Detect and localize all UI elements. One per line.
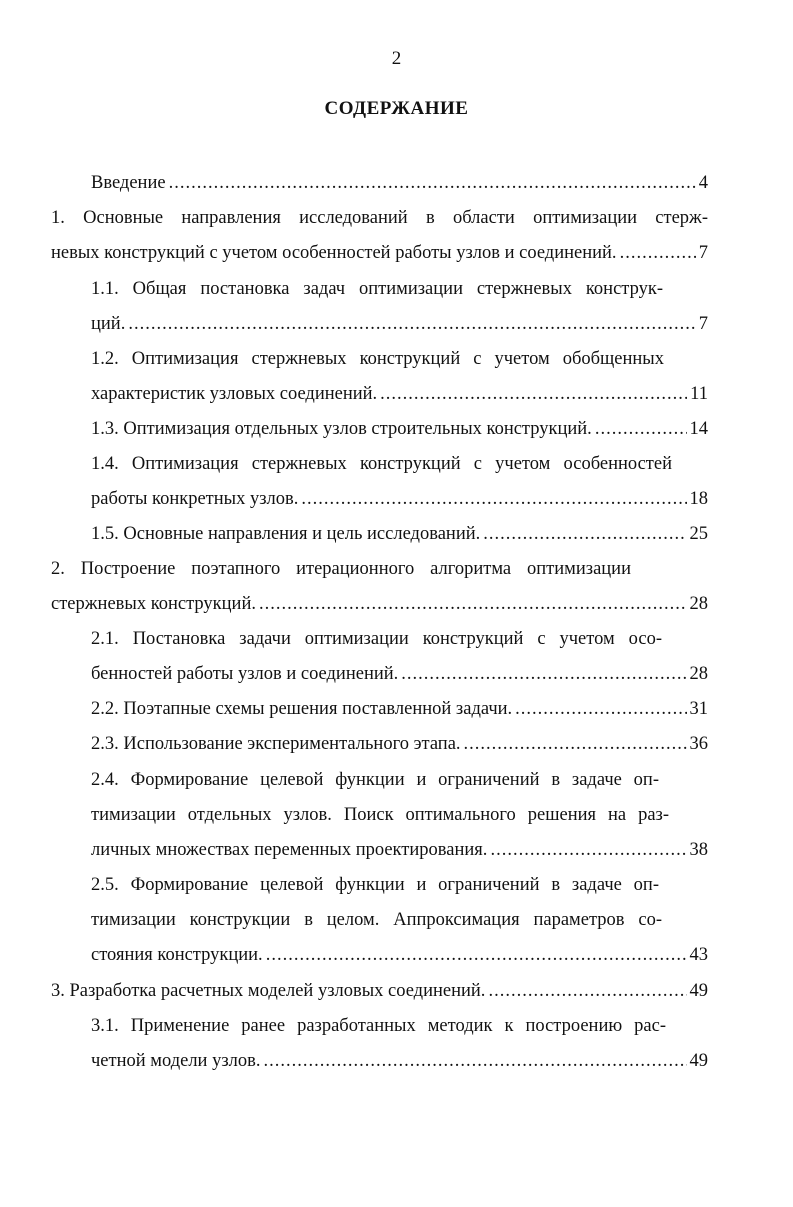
toc-leader-dots: [169, 166, 696, 200]
toc-leader-dots: [259, 587, 687, 621]
toc-chapter-2-line-1: 2. Построение поэтапного итерационного алгоритма оптимизации: [51, 559, 631, 579]
toc-section-1-2-line-1: 1.2. Оптимизация стержневых конструкций с учетом обобщенных: [91, 349, 664, 369]
toc-entry-text: 2.3. Использование экспериментального этапа.: [91, 734, 461, 754]
toc-leader-dots: [595, 412, 687, 446]
toc-section-1-1-line-2: [91, 307, 708, 341]
toc-section-2-5-line-1: 2.5. Формирование целевой функции и ограничений в задаче оп-: [91, 875, 659, 895]
toc-chapter-2-line-2: [51, 587, 708, 621]
toc-section-1-4-line-2: [91, 482, 708, 516]
toc-page-number: 25: [689, 524, 708, 544]
toc-page-number: 43: [689, 945, 708, 965]
toc-section-2-2: [91, 692, 708, 726]
toc-section-1-3: [91, 412, 708, 446]
toc-chapter-1-line-2: [51, 236, 708, 270]
toc-entry-text: 2.2. Поэтапные схемы решения поставленной задачи.: [91, 699, 513, 719]
toc-section-2-5-line-2: тимизации конструкции в целом. Аппроксимация параметров со-: [91, 910, 662, 930]
toc-section-1-2-line-2: [91, 377, 708, 411]
toc-leader-dots: [266, 938, 687, 972]
toc-leader-dots: [380, 377, 687, 411]
toc-page-number: 36: [689, 734, 708, 754]
toc-entry-text: стержневых конструкций.: [51, 594, 256, 614]
toc-leader-dots: [483, 517, 686, 551]
toc-entry-text: 1.5. Основные направления и цель исследований.: [91, 524, 481, 544]
page-title: СОДЕРЖАНИЕ: [324, 98, 469, 119]
toc-chapter-1-line-1: 1. Основные направления исследований в области оптимизации стерж-: [51, 208, 708, 228]
toc-section-1-4-line-1: 1.4. Оптимизация стержневых конструкций с учетом особенностей: [91, 454, 672, 474]
toc-section-2-1-line-2: [91, 657, 708, 691]
toc-section-3-1-line-2: [91, 1044, 708, 1078]
toc-page-number: 49: [689, 981, 708, 1001]
toc-entry-text: работы конкретных узлов.: [91, 489, 299, 509]
toc-section-2-3: [91, 727, 708, 761]
toc-section-2-5-line-3: [91, 938, 708, 972]
toc-entry-text: бенностей работы узлов и соединений.: [91, 664, 399, 684]
toc-entry-text: ций.: [91, 314, 126, 334]
toc-section-2-4-line-1: 2.4. Формирование целевой функции и ограничений в задаче оп-: [91, 770, 659, 790]
toc-page-number: 7: [698, 243, 708, 263]
toc-leader-dots: [488, 974, 686, 1008]
toc-page-number: 28: [689, 594, 708, 614]
toc-leader-dots: [490, 833, 686, 867]
toc-page-number: 7: [698, 314, 708, 334]
toc-page-number: 4: [698, 173, 708, 193]
toc-section-1-5: [91, 517, 708, 551]
toc-leader-dots: [620, 236, 696, 270]
toc-entry-text: 1.3. Оптимизация отдельных узлов строительных конструкций.: [91, 419, 592, 439]
toc-entry-text: характеристик узловых соединений.: [91, 384, 378, 404]
toc-page-number: 38: [689, 840, 708, 860]
toc-leader-dots: [301, 482, 686, 516]
toc-page-number: 14: [689, 419, 708, 439]
toc-leader-dots: [401, 657, 686, 691]
toc-chapter-3: [51, 974, 708, 1008]
toc-entry-text: 3. Разработка расчетных моделей узловых соединений.: [51, 981, 486, 1001]
toc-section-2-4-line-2: тимизации отдельных узлов. Поиск оптимального решения на раз-: [91, 805, 669, 825]
toc-page-number: 11: [690, 384, 708, 404]
toc-entry-text: стояния конструкции.: [91, 945, 263, 965]
toc-entry-text: личных множествах переменных проектирования.: [91, 840, 488, 860]
toc-leader-dots: [263, 1044, 686, 1078]
toc-entry-text: Введение: [91, 173, 166, 193]
toc-leader-dots: [515, 692, 686, 726]
toc-section-2-1-line-1: 2.1. Постановка задачи оптимизации конструкций с учетом осо-: [91, 629, 662, 649]
toc-entry-introduction: [91, 166, 708, 200]
toc-leader-dots: [464, 727, 687, 761]
toc-page-number: 49: [689, 1051, 708, 1071]
toc-entry-text: четной модели узлов.: [91, 1051, 261, 1071]
page-number: 2: [391, 48, 402, 69]
toc-page-number: 18: [689, 489, 708, 509]
toc-section-1-1-line-1: 1.1. Общая постановка задач оптимизации стержневых конструк-: [91, 279, 663, 299]
toc-page-number: 31: [689, 699, 708, 719]
toc-leader-dots: [128, 307, 695, 341]
toc-page-number: 28: [689, 664, 708, 684]
toc-section-2-4-line-3: [91, 833, 708, 867]
toc-section-3-1-line-1: 3.1. Применение ранее разработанных методик к построению рас-: [91, 1016, 666, 1036]
toc-entry-text: невых конструкций с учетом особенностей работы узлов и соединений.: [51, 243, 617, 263]
